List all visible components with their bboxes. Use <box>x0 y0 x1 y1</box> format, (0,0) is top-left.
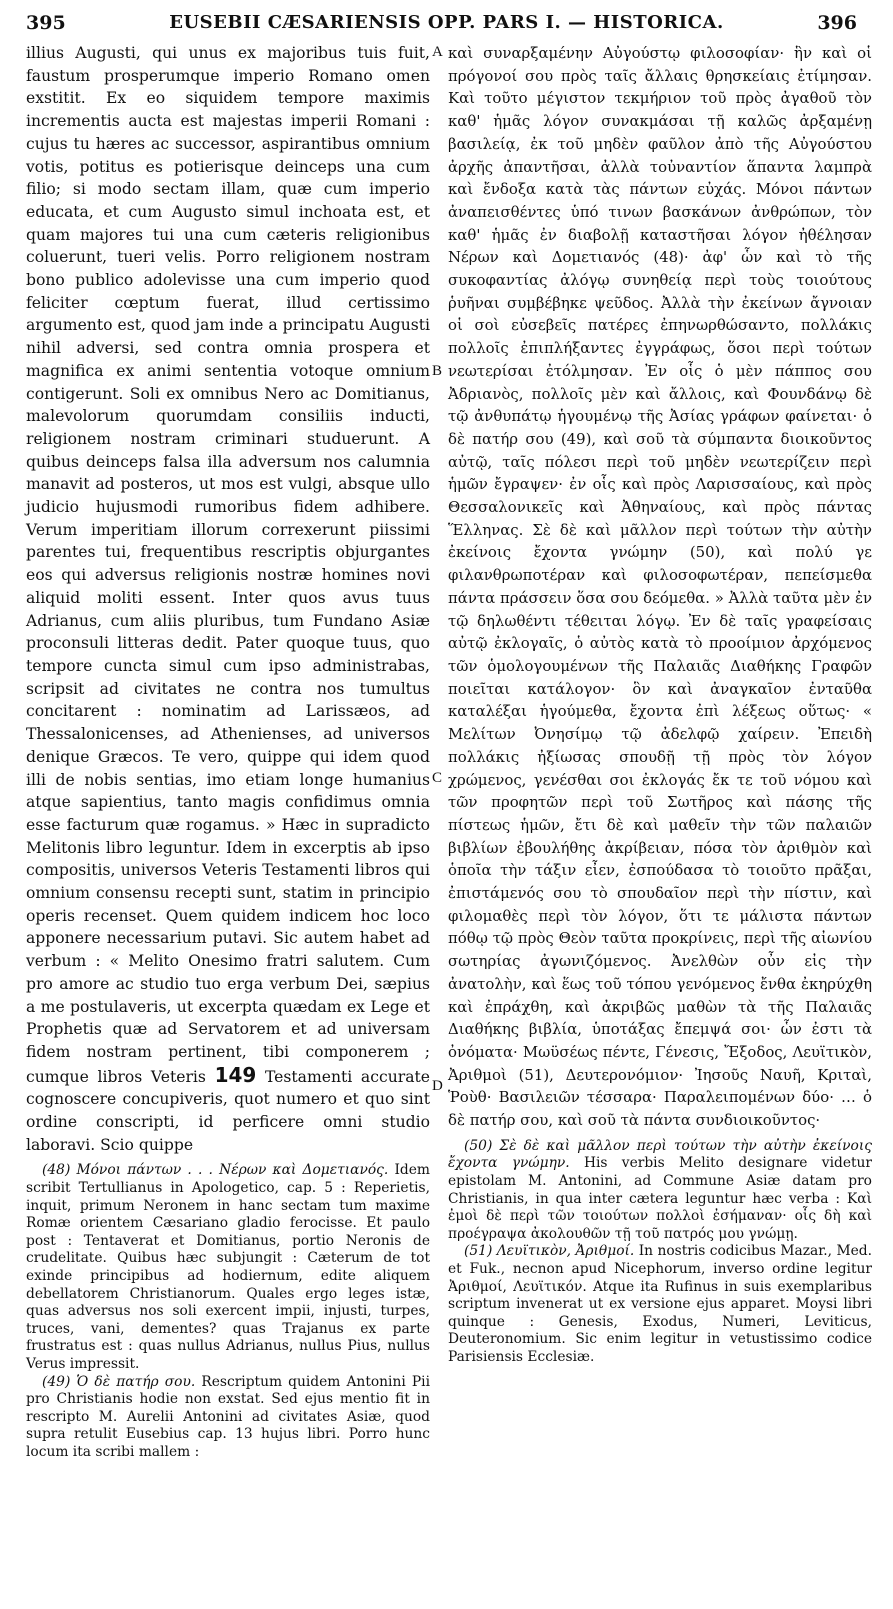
footnote-51-text: In nostris codicibus Mazar., Med. et Fuk., necnon apud Nicephorum, inverso ordine legitur Ἀριθμοί, Λευϊτικόν. Atque ita Rufinus in suis exemplaribus scriptum invenerat ut ex versione ejus apparet. Moysi libri quinque : Genesis, Exodus, Numeri, Leviticus, Deuteronomium. Sic enim legitur in vetustissimo codice Parisiensis Ecclesiæ. <box>448 1243 872 1365</box>
latin-text <box>26 42 430 1156</box>
greek-column <box>448 42 872 1366</box>
latin-text-a: illius Augusti, qui unus ex majoribus tuis fuit, faustum prosperumque imperio Romano omen exstitit. Ex eo siquidem tempore maximis incrementis aucta est majestas imperii Romani : cujus tu hæres ac successor, aspirantibus omnium votis, potitus es potierisque deinceps una cum filio; si modo sectam illam, quæ cum imperio educata, et cum Augusto simul inchoata est, et quam majores tui una cum cæteris religionibus coluerunt, tueri velis. Porro religionem nostram bono publico adolevisse una cum imperio quod feliciter cœptum fuerat, illud certissimo argumento est, quod jam inde a principatu Augusti nihil adversi, sed contra omnia prospera et magnifica ex animi sententia votoque omnium contigerunt. Soli ex omnibus Nero ac Domitianus, malevolorum quorumdam consiliis inducti, religionem nostram criminari studuerunt. A quibus deinceps falsa illa adversum nos calumnia manavit ad posteros, ut mos est vulgi, absque ullo judicio hujusmodi rumoribus fidem adhibere. Verum imperitiam illorum correxerunt piissimi parentes tui, frequentibus rescriptis objurgantes eos qui adversus religionis nostræ homines novi aliquid moliti essent. Inter quos avus tuus Adrianus, cum aliis pluribus, tum Fundano Asiæ proconsuli litteras dedit. Pater quoque tuus, quo tempore cuncta simul cum ipso administrabas, scripsit ad civitates ne contra nos tumultus concitarent : nominatim ad Larissæos, ad Thessalonicenses, ad Athenienses, ad universos denique Græcos. Te vero, quippe qui idem quod illi de nobis sentias, imo etiam longe humanius atque sapientius, tanto magis confidimus omnia esse facturum quæ rogamus. » Hæc in supradicto Melitonis libro leguntur. Idem in excerptis ab ipso compositis, universos Veteris Testamenti libros qui omnium consensu recepti sunt, statim in principio operis recenset. Quem quidem indicem hoc loco apponere necessarium putavi. Sic autem habet ad verbum : « Melito Onesimo fratri salutem. Cum pro amore ac studio tuo erga verbum Dei, sæpius a me postulaveris, ut excerpta quædam ex Lege et Prophetis quæ ad Servatorem et ad universam fidem nostram pertinent, tibi componerem ; cumque libros Veteris <box>26 44 430 1086</box>
page-number-right: 396 <box>817 12 857 34</box>
footnote-50-text: His verbis Melito designare videtur epistolam M. Antonini, ad Commune Asiæ datam pro Christianis, in qua inter cætera leguntur hæc verba : Καὶ ἐμοὶ δὲ περὶ τῶν τοιούτων πολλοὶ ἐσήμαναν· οἷς δὴ καὶ προέγραψα ἀκολουθῶν τῇ τοῦ πατρός μου γνώμῃ. <box>448 1155 873 1242</box>
page-number-left: 395 <box>26 12 66 34</box>
footnote-50 <box>448 1138 872 1244</box>
greek-footnotes <box>448 1138 872 1367</box>
greek-text <box>448 42 872 1132</box>
footnote-48-lemma: (48) Μόνοι πάντων . . . Νέρων καὶ Δομετιανός. <box>42 1162 389 1179</box>
latin-text-b: Testamenti accurate cognoscere concupiveris, quot numero et quo sint ordine conscripti, id perficere omni studio laboravi. Scio quippe <box>26 1067 430 1154</box>
greek-paragraph: καὶ συναρξαμένην Αὐγούστῳ φιλοσοφίαν· ἣν καὶ οἱ πρόγονοί σου πρὸς ταῖς ἄλλαις θρησκείαις ἐτίμησαν. Καὶ τοῦτο μέγιστον τεκμήριον τοῦ πρὸς ἀγαθοῦ τὸν καθ' ἡμᾶς λόγον συνακμάσαι τῇ καλῶς ἀρξαμένῃ βασιλείᾳ, ἐκ τοῦ μηδὲν φαῦλον ἀπὸ τῆς Αὐγούστου ἀρχῆς ἀπαντῆσαι, ἀλλὰ τοὐναντίον ἅπαντα λαμπρὰ καὶ ἔνδοξα κατὰ τὰς πάντων εὐχάς. Μόνοι πάντων ἀναπεισθέντες ὑπό τινων βασκάνων ἀνθρώπων, τὸν καθ' ἡμᾶς ἐν διαβολῇ καταστῆσαι λόγον ἠθέλησαν Νέρων καὶ Δομετιανός (48)· ἀφ' ὧν καὶ τὸ τῆς συκοφαντίας ἀλόγῳ συνηθείᾳ περὶ τοὺς τοιούτους ῥυῆναι συμβέβηκε ψεῦδος. Ἀλλὰ τὴν ἐκείνων ἄγνοιαν οἱ σοὶ εὐσεβεῖς πατέρες ἐπηνωρθώσαντο, πολλάκις πολλοῖς ἐπιπλήξαντες ἐγγράφως, ὅσοι περὶ τούτων νεωτερίσαι ἐτόλμησαν. Ἐν οἷς ὁ μὲν πάππος σου Ἀδριανὸς, πολλοῖς μὲν καὶ ἄλλοις, καὶ Φουνδάνῳ δὲ τῷ ἀνθυπάτῳ ἡγουμένῳ τῆς Ἀσίας γράφων φαίνεται· ὁ δὲ πατήρ σου (49), καὶ σοῦ τὰ σύμπαντα διοικοῦντος αὐτῷ, ταῖς πόλεσι περὶ τοῦ μηδὲν νεωτερίζειν περὶ ἡμῶν ἔγραψεν· ἐν οἷς καὶ πρὸς Λαρισσαίους, καὶ πρὸς Θεσσαλονικεῖς καὶ Ἀθηναίους, καὶ πρὸς πάντας Ἕλληνας. Σὲ δὲ καὶ μᾶλλον περὶ τούτων τὴν αὐτὴν ἐκείνοις ἔχοντα γνώμην (50), καὶ πολύ γε φιλανθρωποτέραν καὶ φιλοσοφωτέραν, πεπείσμεθα πάντα πράσσειν ὅσα σου δεόμεθα. » Ἀλλὰ ταῦτα μὲν ἐν τῷ δηλωθέντι τέθειται λόγῳ. Ἐν δὲ ταῖς γραφείσαις αὐτῷ ἐκλογαῖς, ὁ αὐτὸς κατὰ τὸ προοίμιον ἀρχόμενος τῶν ὁμολογουμένων τῆς Παλαιᾶς Διαθήκης Γραφῶν ποιεῖται κατάλογον· ὃν καὶ ἀναγκαῖον ἐνταῦθα καταλέξαι ἡγούμεθα, ἔχοντα ἐπὶ λέξεως οὕτως· « Μελίτων Ὀνησίμῳ τῷ ἀδελφῷ χαίρειν. Ἐπειδὴ πολλάκις ἠξίωσας σπουδῇ τῇ πρὸς τὸν λόγον χρώμενος, γενέσθαι σοι ἐκλογάς ἔκ τε τοῦ νόμου καὶ τῶν προφητῶν περὶ τοῦ Σωτῆρος καὶ πάσης τῆς πίστεως ἡμῶν, ἔτι δὲ καὶ μαθεῖν τὴν τῶν παλαιῶν βιβλίων ἐβουλήθης ἀκρίβειαν, πόσα τὸν ἀριθμὸν καὶ ὁποῖα τὴν τάξιν εἶεν, ἐσπούδασα τὸ τοιοῦτο πρᾶξαι, ἐπιστάμενός σου τὸ σπουδαῖον περὶ τὴν πίστιν, καὶ φιλομαθὲς περὶ τὸν λόγον, ὅτι τε μάλιστα πάντων πόθῳ τῷ πρὸς Θεὸν ταῦτα προκρίνεις, περὶ τῆς αἰωνίου σωτηρίας ἀγωνιζόμενος. Ἀνελθὼν οὖν εἰς τὴν ἀνατολὴν, καὶ ἕως τοῦ τόπου γενόμενος ἔνθα ἐκηρύχθη καὶ ἐπράχθη, καὶ ἀκριβῶς μαθὼν τὰ τῆς Παλαιᾶς Διαθήκης βιβλία, ὑποτάξας ἔπεμψά σοι· ὧν ἐστι τὰ ὀνόματα· Μωϋσέως πέντε, Γένεσις, Ἔξοδος, Λευϊτικὸν, Ἀριθμοὶ (51), Δευτερονόμιον· Ἰησοῦς Ναυῆ, Κριταὶ, Ῥοὺθ· Βασιλειῶν τέσσαρα· Παραλειπομένων δύο· … ὁ δὲ πατήρ σου, καὶ σοῦ τὰ πάντα συνδιοικοῦντος· <box>448 44 872 1130</box>
footnote-51-lemma: (51) Λευϊτικὸν, Ἀριθμοί. <box>464 1243 635 1260</box>
margin-letter-a: A <box>432 44 443 60</box>
latin-footnotes <box>26 1162 430 1461</box>
latin-column <box>26 42 430 1462</box>
footnote-48 <box>26 1162 430 1373</box>
margin-letter-c: C <box>432 770 443 786</box>
margin-letter-b: B <box>432 363 443 379</box>
footnote-48-text: Idem scribit Tertullianus in Apologetico, cap. 5 : Reperietis, inquit, primum Neronem in hanc sectam tum maxime Romæ orientem Cæsariano gladio ferocisse. Et paulo post : Tentaverat et Domitianus, portio Neronis de crudelitate. Quibus hæc subjungit : Cæterum de tot exinde principibus ad hodiernum, edite aliquem debellatorem Christianorum. Quales ergo leges istæ, quas adversus nos soli exercent impii, injusti, turpes, truces, vani, dementes? quas Trajanus ex parte frustratus est : quas nullus Adrianus, nullus Pius, nullus Verus impressit. <box>26 1162 430 1372</box>
footnote-51 <box>448 1243 872 1366</box>
running-title: EUSEBII CÆSARIENSIS OPP. PARS I. — HISTORICA. <box>169 12 724 33</box>
page-header <box>0 0 893 40</box>
footnote-49 <box>26 1374 430 1462</box>
footnote-49-lemma: (49) Ὁ δὲ πατήρ σου. <box>42 1373 196 1390</box>
margin-letter-d: D <box>432 1078 443 1094</box>
column-number: 149 <box>214 1062 257 1087</box>
footnote-50-lemma: (50) Σὲ δὲ καὶ μᾶλλον περὶ τούτων τὴν αὐτὴν ἐκείνοις ἔχοντα γνώμην. <box>448 1137 872 1172</box>
footnote-49-text: Rescriptum quidem Antonini Pii pro Christianis hodie non exstat. Sed ejus mentio fit in rescripto M. Aurelii Antonini ad civitates Asiæ, quod supra retulit Eusebius cap. 13 hujus libri. Porro hunc locum ita scribi mallem : <box>26 1373 430 1460</box>
